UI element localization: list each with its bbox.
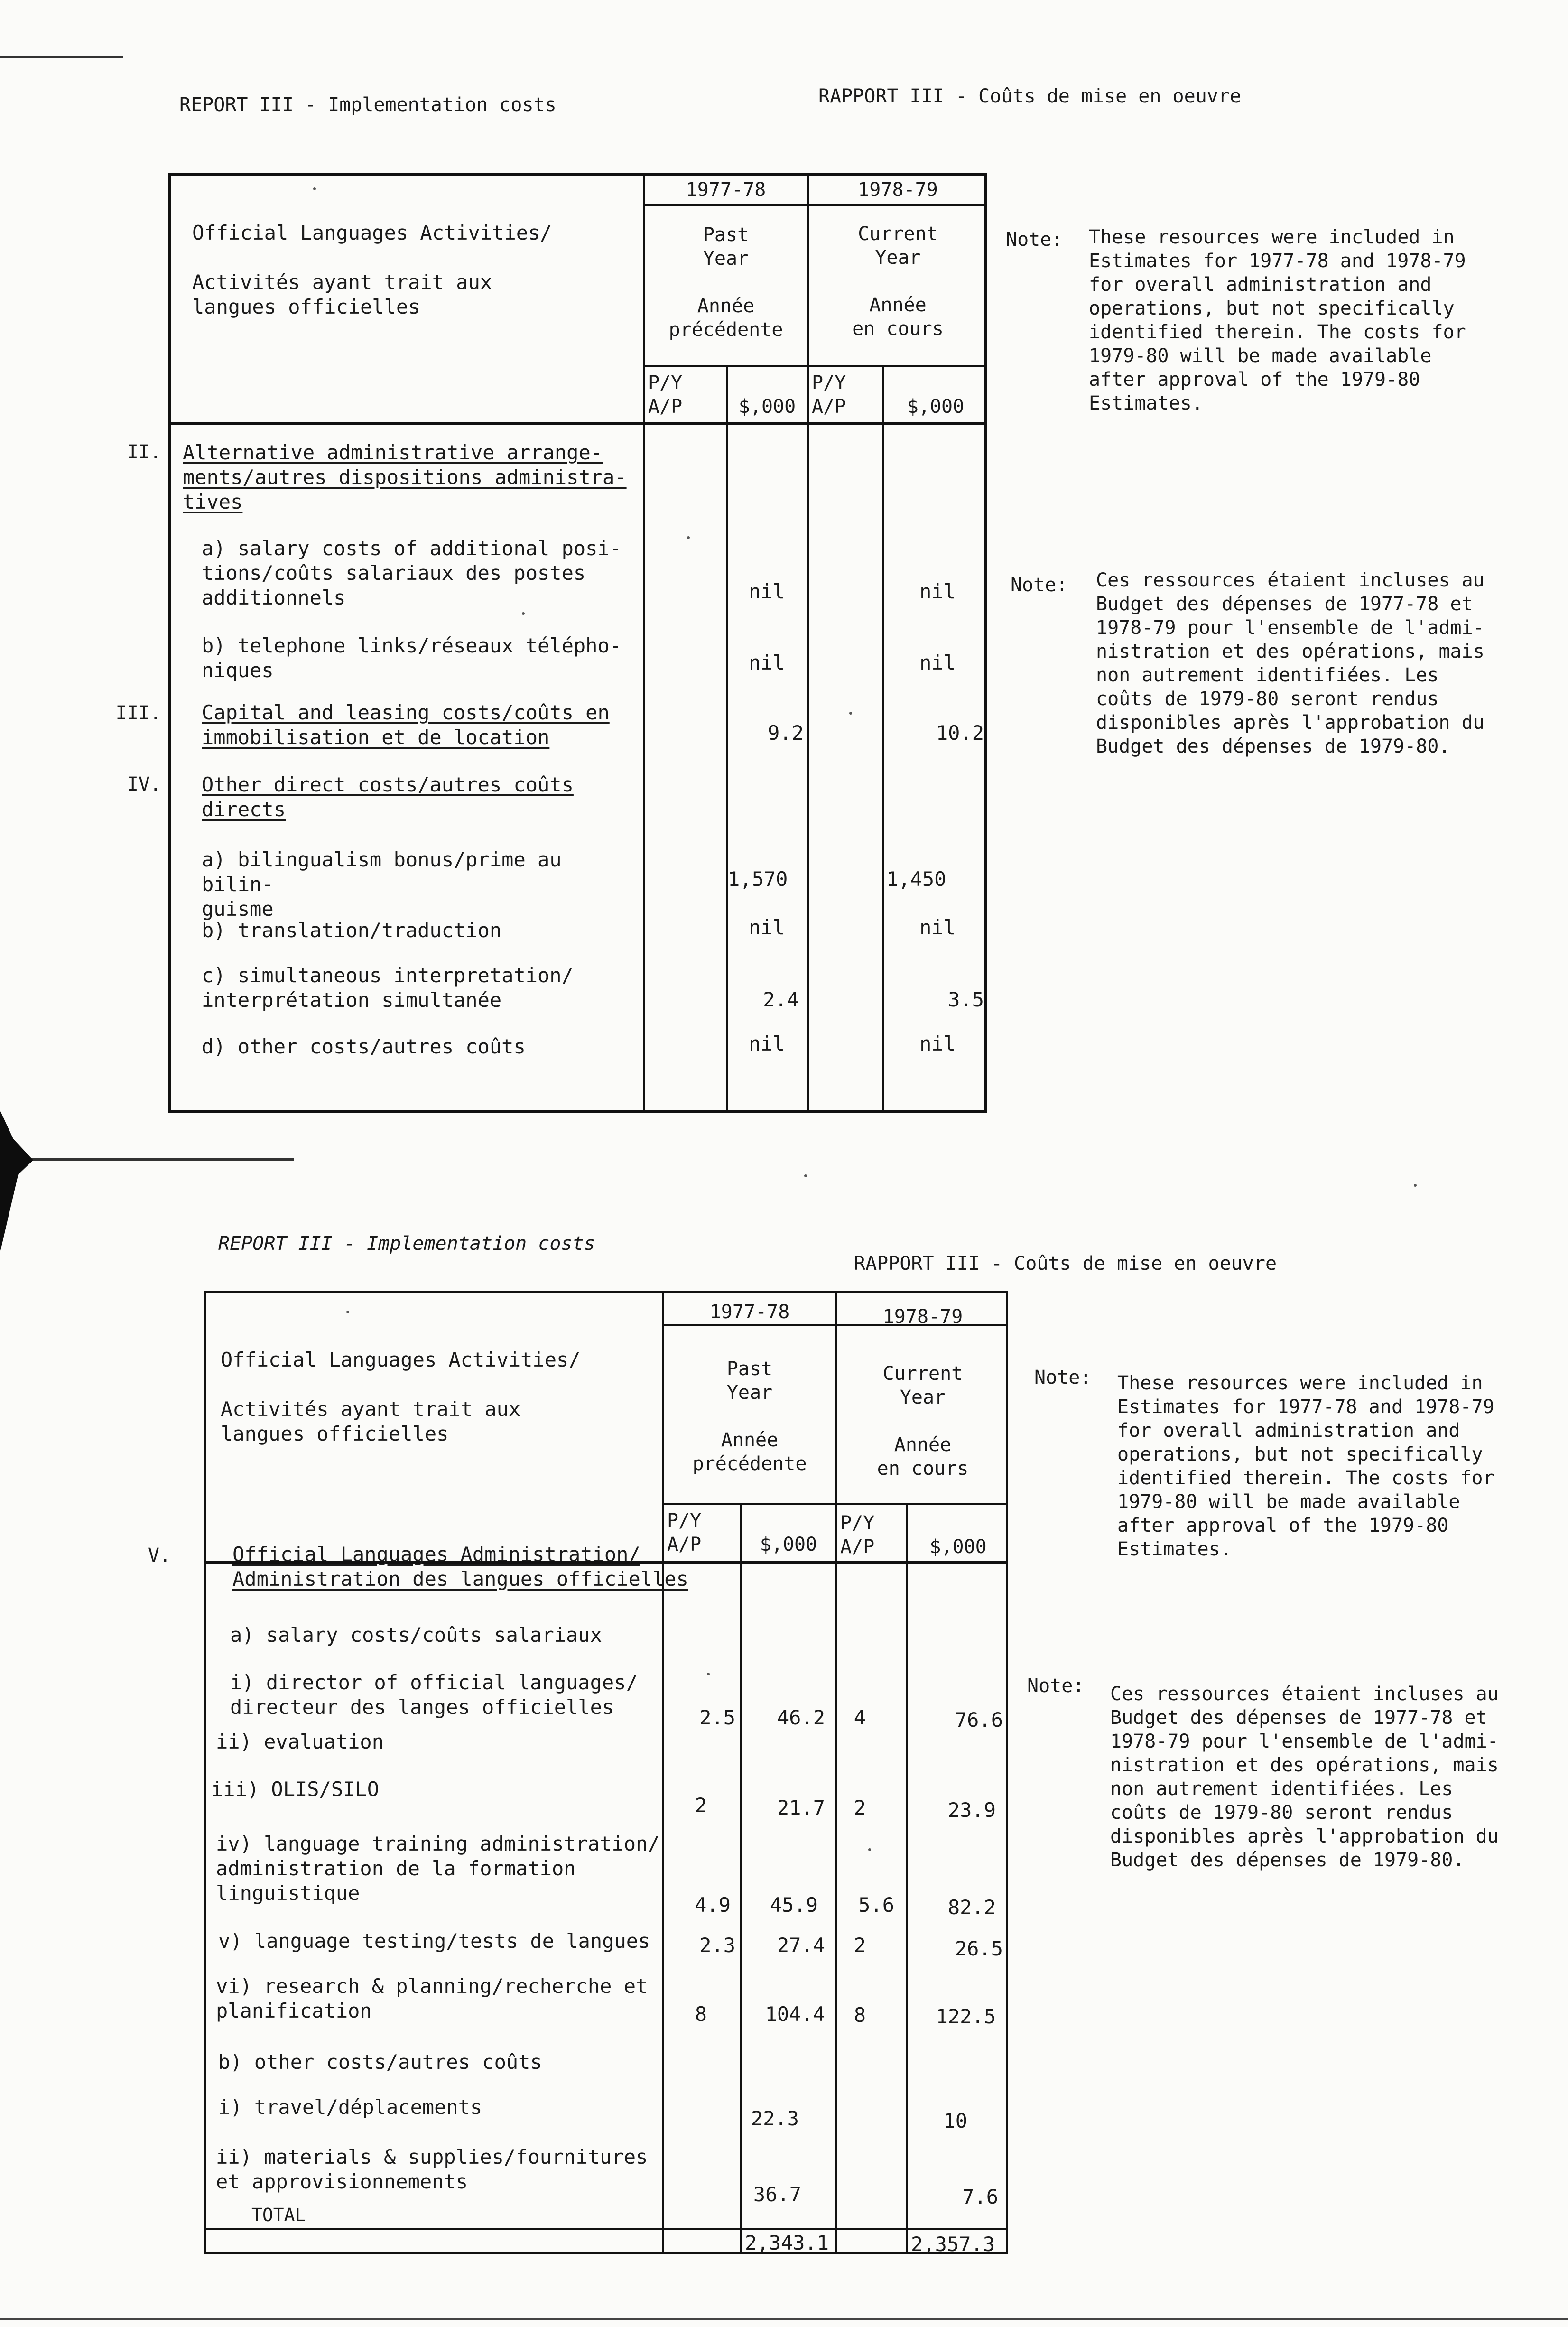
page1-year1-desc: Past Year Année précédente	[668, 224, 783, 341]
page1-row-value-y1: nil	[749, 651, 785, 674]
page1-row-desc: c) simultaneous interpretation/ interprétation simultanée	[202, 964, 574, 1012]
page2-row-value-y1: 45.9	[770, 1893, 818, 1917]
page1-py-label-2: P/Y A/P	[812, 372, 846, 418]
page1-row-value-y1: 9.2	[768, 721, 804, 745]
page2-year1-desc: Past Year Année précédente	[692, 1358, 807, 1475]
scan-speck	[687, 536, 690, 539]
page1-row-desc: b) translation/traduction	[202, 919, 502, 942]
page2-row-desc: i) director of official languages/ directeur des langes officielles	[230, 1671, 638, 1719]
scan-artifact-line	[0, 2318, 1568, 2320]
page1-row-value-y2: nil	[919, 916, 956, 939]
page2-row-desc: iii) OLIS/SILO	[211, 1778, 380, 1801]
page2-row-py-y1: 4.9	[695, 1893, 731, 1917]
scan-speck	[707, 1673, 710, 1675]
page2-row-value-y2: 76.6	[955, 1708, 1003, 1731]
page1-row-desc: Alternative administrative arrange- ments/autres dispositions administra- tives	[183, 441, 627, 513]
page2-row-value-y1: 27.4	[777, 1934, 825, 1957]
page1-row-value-y1: nil	[749, 916, 785, 939]
page2-row-py-y2: 4	[854, 1706, 866, 1729]
scan-speck	[868, 1848, 871, 1851]
page2-row-value-y1: 21.7	[777, 1796, 825, 1819]
page2-row-value-y1: 104.4	[765, 2002, 825, 2026]
page1-row-roman: IV.	[127, 773, 161, 795]
page1-report-title-en: REPORT III - Implementation costs	[179, 94, 557, 116]
page1-row-desc: Capital and leasing costs/coûts en immobilisation et de location	[202, 701, 610, 749]
page2-row-desc: ii) evaluation	[216, 1730, 384, 1753]
page2-report-title-en: REPORT III - Implementation costs	[218, 1233, 595, 1255]
page2-row-value-y1: 46.2	[777, 1706, 825, 1729]
page2-row-py-y1: 2.3	[699, 1934, 735, 1957]
page1-row-desc: Other direct costs/autres coûts directs	[202, 773, 574, 821]
page1-py-label-1: P/Y A/P	[648, 372, 683, 418]
page1-row-value-y1: 1,570	[728, 867, 788, 891]
page1-row-desc: a) bilingualism bonus/prime au bilin- guisme	[202, 848, 562, 921]
page2-py-label-1: P/Y A/P	[667, 1510, 702, 1555]
page2-row-py-y2: 2	[854, 1934, 866, 1957]
page1-note-fr: Ces ressources étaient incluses au Budget des dépenses de 1977-78 et 1978-79 pour l'ensemble de l'admi- nistration et des opérations, mais non autrement identifiées. Les coûts de 1979-80 seront rendus disponibles après l'approbation du Budget des dépenses de 1979-80.	[1096, 569, 1484, 757]
page2-row-desc: a) salary costs/coûts salariaux	[230, 1623, 602, 1647]
page1-row-value-y2: 10.2	[936, 721, 984, 745]
page2-row-desc: i) travel/déplacements	[218, 2095, 482, 2119]
page2-dollar-label-1: $,000	[760, 1534, 817, 1555]
page2-row-py-y1: 2	[695, 1794, 707, 1817]
page1-row-value-y1: nil	[749, 580, 785, 603]
page1-row-value-y2: 3.5	[948, 988, 984, 1011]
page2-total-label: TOTAL	[251, 2205, 306, 2225]
page2-dollar-label-2: $,000	[929, 1536, 987, 1558]
page1-note-label-en: Note:	[1006, 229, 1063, 251]
scan-speck	[849, 712, 852, 715]
page2-row-value-y2: 26.5	[955, 1937, 1003, 1960]
page2-row-py-y1: 8	[695, 2002, 707, 2026]
page1-row-roman: II.	[127, 441, 161, 463]
page2-total-y2: 2,357.3	[911, 2233, 995, 2256]
page2-row-py-y2: 5.6	[858, 1893, 894, 1917]
page1-year2-header: 1978-79	[858, 179, 938, 201]
scan-speck	[1414, 1184, 1417, 1187]
page2-section-title: Official Languages Administration/ Administration des langues officielles	[232, 1543, 688, 1591]
page2-row-py-y1: 2.5	[699, 1706, 735, 1729]
page1-row-value-y2: nil	[919, 580, 956, 603]
scan-speck	[346, 1311, 349, 1313]
page1-dollar-label-2: $,000	[907, 396, 965, 418]
page2-row-value-y2: 122.5	[936, 2005, 996, 2028]
page1-report-title-fr: RAPPORT III - Coûts de mise en oeuvre	[818, 85, 1242, 107]
page2-note-fr: Ces ressources étaient incluses au Budget des dépenses de 1977-78 et 1978-79 pour l'ensemble de l'admi- nistration et des opérations, mais non autrement identifiées. Les coûts de 1979-80 seront rendus disponibles après l'approbation du Budget des dépenses de 1979-80.	[1110, 1683, 1499, 1871]
page2-report-title-fr: RAPPORT III - Coûts de mise en oeuvre	[854, 1253, 1277, 1275]
page1-row-value-y1: nil	[749, 1032, 785, 1055]
scan-speck	[804, 1174, 807, 1177]
page1-year1-header: 1977-78	[686, 179, 766, 201]
page2-note-label-fr: Note:	[1027, 1675, 1085, 1697]
page2-year1-header: 1977-78	[709, 1301, 790, 1323]
page2-note-en: These resources were included in Estimates for 1977-78 and 1978-79 for overall administration and operations, but not specifically identified therein. The costs for 1979-80 will be made available after approval of the 1979-80 Estimates.	[1117, 1372, 1494, 1560]
page1-row-desc: b) telephone links/réseaux télépho- niques	[202, 634, 622, 682]
page2-section-roman: V.	[148, 1545, 171, 1566]
page1-row-value-y2: 1,450	[886, 867, 946, 891]
scan-artifact-blot	[0, 1110, 33, 1253]
page2-row-value-y2: 23.9	[947, 1798, 996, 1822]
page1-row-value-y1: 2.4	[763, 988, 799, 1011]
page2-row-value-y2: 82.2	[947, 1896, 996, 1919]
page2-row-value-y1: 22.3	[751, 2107, 799, 2130]
page1-year2-desc: Current Year Année en cours	[852, 223, 944, 340]
page2-year2-header: 1978-79	[882, 1306, 963, 1328]
page1-note-label-fr: Note:	[1011, 574, 1068, 596]
page1-dollar-label-1: $,000	[738, 396, 796, 418]
page1-note-en: These resources were included in Estimates for 1977-78 and 1978-79 for overall administration and operations, but not specifically identified therein. The costs for 1979-80 will be made available after approval of the 1979-80 Estimates.	[1089, 226, 1466, 414]
page2-row-desc: b) other costs/autres coûts	[218, 2050, 542, 2074]
page2-py-label-2: P/Y A/P	[840, 1512, 875, 1558]
page2-row-value-y1: 36.7	[753, 2183, 801, 2206]
page2-note-label-en: Note:	[1034, 1367, 1092, 1388]
page2-row-value-y2: 7.6	[962, 2185, 998, 2208]
page1-row-value-y2: nil	[919, 651, 956, 674]
page2-year2-desc: Current Year Année en cours	[877, 1363, 969, 1480]
scan-speck	[522, 612, 525, 615]
page1-row-desc: a) salary costs of additional posi- tions/coûts salariaux des postes additionnels	[202, 537, 622, 609]
scan-artifact-line	[0, 1158, 294, 1161]
page2-row-desc: v) language testing/tests de langues	[218, 1929, 650, 1953]
page1-row-roman: III.	[115, 702, 161, 724]
page1-activity-header: Official Languages Activities/ Activités ayant trait aux langues officielles	[192, 221, 552, 318]
page2-row-py-y2: 8	[854, 2003, 866, 2027]
scan-artifact-line	[0, 56, 123, 58]
page2-row-desc: vi) research & planning/recherche et planification	[216, 1974, 648, 2022]
page2-total-y1: 2,343.1	[745, 2231, 829, 2254]
page2-activity-header: Official Languages Activities/ Activités ayant trait aux langues officielles	[221, 1348, 581, 1445]
page1-row-value-y2: nil	[919, 1032, 956, 1055]
page2-row-py-y2: 2	[854, 1796, 866, 1819]
page2-row-desc: iv) language training administration/ administration de la formation linguistique	[216, 1832, 660, 1905]
page2-row-value-y2: 10	[943, 2109, 967, 2132]
page2-row-desc: ii) materials & supplies/fournitures et approvisionnements	[216, 2145, 648, 2193]
page1-row-desc: d) other costs/autres coûts	[202, 1035, 526, 1058]
scan-speck	[313, 187, 316, 190]
